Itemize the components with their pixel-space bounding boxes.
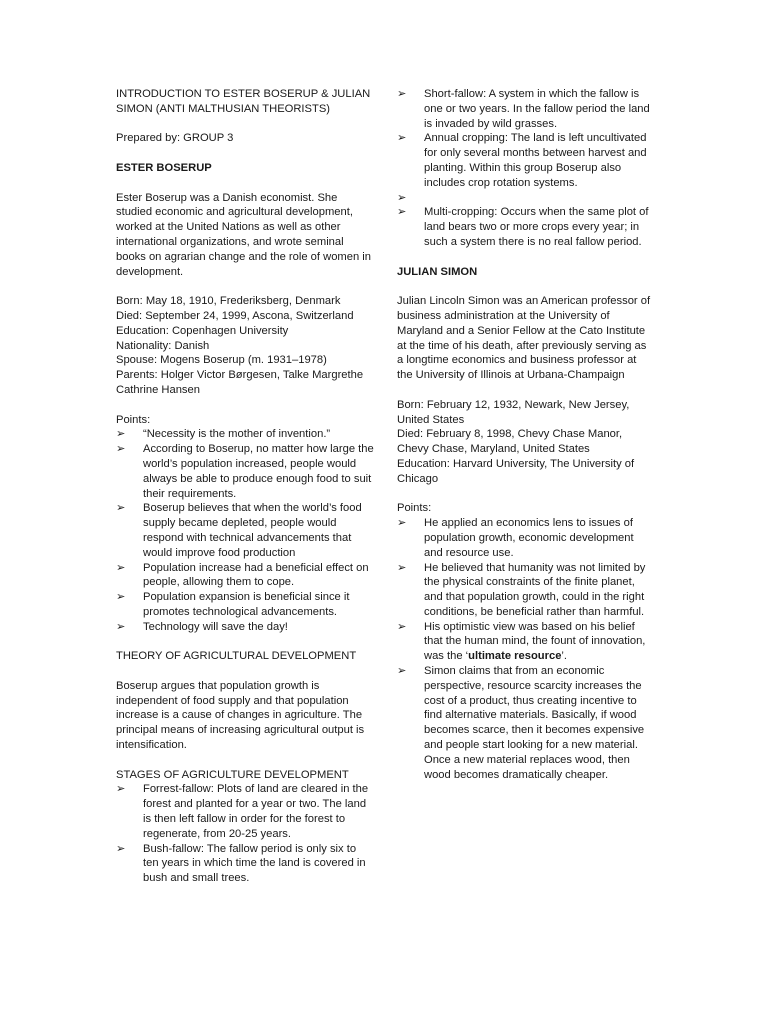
boserup-intro: Ester Boserup was a Danish economist. She studied economic and agricultural development, worked at the United Nations as well as other international organizations, and wrote seminal books on agrarian change and the role of women in development.	[116, 191, 371, 278]
stages-list-part1	[116, 782, 374, 886]
boserup-points-list	[116, 427, 374, 634]
list-item: ➢ Population expansion is beneficial since it promotes technological advancements.	[116, 591, 350, 618]
prepared-by: Prepared by: GROUP 3	[116, 132, 234, 145]
arrow-bullet-icon: ➢	[397, 191, 407, 204]
list-item: ➢ Annual cropping: The land is left uncultivated for only several months between harvest and planting. Within this group Boserup also includes crop rotation systems.	[397, 132, 647, 189]
document-title: INTRODUCTION TO ESTER BOSERUP & JULIAN SIMON (ANTI MALTHUSIAN THEORISTS)	[116, 88, 371, 115]
left-column	[116, 87, 374, 901]
arrow-bullet-icon: ➢	[397, 517, 407, 530]
list-item: ➢ He believed that humanity was not limited by the physical constraints of the finite planet, and that population growth, could in the right conditions, be beneficial rather than harmful.	[397, 561, 646, 618]
boserup-heading: ESTER BOSERUP	[116, 161, 212, 174]
boserup-died: Died: September 24, 1999, Ascona, Switzerland	[116, 309, 354, 322]
arrow-bullet-icon: ➢	[397, 665, 407, 678]
arrow-bullet-icon: ➢	[397, 561, 407, 574]
list-item: ➢ Population increase had a beneficial effect on people, allowing them to cope.	[116, 561, 369, 589]
theory-text: Boserup argues that population growth is independent of food supply and that population increase is a cause of changes in agriculture. The principal means of increasing agricultural output is intensification.	[116, 679, 365, 752]
list-item: ➢ Boserup believes that when the world’s food supply became depleted, people would respond with technical advancements that would improve food production	[116, 502, 362, 559]
arrow-bullet-icon: ➢	[397, 132, 407, 145]
arrow-bullet-icon: ➢	[397, 88, 407, 100]
simon-education: Education: Harvard University, The University of Chicago	[397, 457, 635, 485]
simon-points-label: Points:	[397, 502, 432, 515]
arrow-bullet-icon: ➢	[116, 561, 126, 574]
list-item: ➢ Short-fallow: A system in which the fallow is one or two years. In the fallow period the land is invaded by wild grasses.	[397, 88, 650, 130]
arrow-bullet-icon: ➢	[397, 206, 407, 219]
list-item: ➢ He applied an economics lens to issues of population growth, economic development and resource use.	[397, 517, 634, 559]
ultimate-resource-term: ultimate resource	[468, 650, 562, 663]
arrow-bullet-icon: ➢	[116, 502, 126, 515]
boserup-points-label: Points:	[116, 413, 151, 426]
simon-intro: Julian Lincoln Simon was an American professor of business administration at the University of Maryland and a Senior Fellow at the Cato Institute at the time of his death, after previously serving as a longtime economics and business professor at the University of Illinois at Urbana-Champaign	[397, 295, 651, 382]
arrow-bullet-icon: ➢	[116, 620, 126, 633]
stages-heading: STAGES OF AGRICULTURE DEVELOPMENT	[116, 768, 349, 781]
list-item: ➢ “Necessity is the mother of invention.”	[116, 428, 331, 441]
list-item: ➢ Technology will save the day!	[116, 620, 288, 633]
arrow-bullet-icon: ➢	[116, 428, 126, 441]
simon-born: Born: February 12, 1932, Newark, New Jersey, United States	[397, 398, 630, 426]
arrow-bullet-icon: ➢	[397, 620, 407, 633]
list-item: ➢ Multi-cropping: Occurs when the same plot of land bears two or more crops every year; in such a system there is no real fallow period.	[397, 206, 649, 248]
simon-points-list	[397, 516, 651, 782]
arrow-bullet-icon: ➢	[116, 591, 126, 604]
simon-bio	[397, 398, 651, 487]
simon-died: Died: February 8, 1998, Chevy Chase Manor, Chevy Chase, Maryland, United States	[397, 428, 623, 456]
simon-heading: JULIAN SIMON	[397, 265, 478, 278]
list-item	[397, 191, 651, 206]
list-item: ➢ Simon claims that from an economic perspective, resource scarcity increases the cost of a product, thus creating incentive to find alternative materials. Basically, if wood becomes scarce, then it becomes expensive and people start looking for a new material. Once a new material replaces wood, then wood becomes dramatically cheaper.	[397, 665, 645, 781]
list-item: ➢ Forrest-fallow: Plots of land are cleared in the forest and planted for a year or two. The land is then left fallow in order for the forest to regenerate, from 20-25 years.	[116, 783, 369, 840]
arrow-bullet-icon: ➢	[116, 842, 126, 855]
stages-list-part2	[397, 87, 651, 250]
list-item: ➢ His optimistic view was based on his belief that the human mind, the fount of innovation, was the ‘ultimate resource’.	[397, 620, 646, 663]
arrow-bullet-icon: ➢	[116, 783, 126, 796]
boserup-born: Born: May 18, 1910, Frederiksberg, Denmark	[116, 295, 341, 308]
boserup-nationality: Nationality: Danish	[116, 339, 210, 352]
boserup-bio	[116, 294, 374, 398]
boserup-education: Education: Copenhagen University	[116, 324, 289, 337]
list-item: ➢ According to Boserup, no matter how large the world’s population increased, people would always be able to produce enough food to suit their requirements.	[116, 443, 374, 500]
list-item: ➢ Bush-fallow: The fallow period is only six to ten years in which time the land is covered in bush and small trees.	[116, 842, 366, 885]
boserup-parents: Parents: Holger Victor Børgesen, Talke Margrethe Cathrine Hansen	[116, 369, 364, 396]
arrow-bullet-icon: ➢	[116, 443, 126, 456]
theory-heading: THEORY OF AGRICULTURAL DEVELOPMENT	[116, 650, 357, 663]
right-column	[397, 87, 651, 797]
boserup-spouse: Spouse: Mogens Boserup (m. 1931–1978)	[116, 354, 327, 367]
